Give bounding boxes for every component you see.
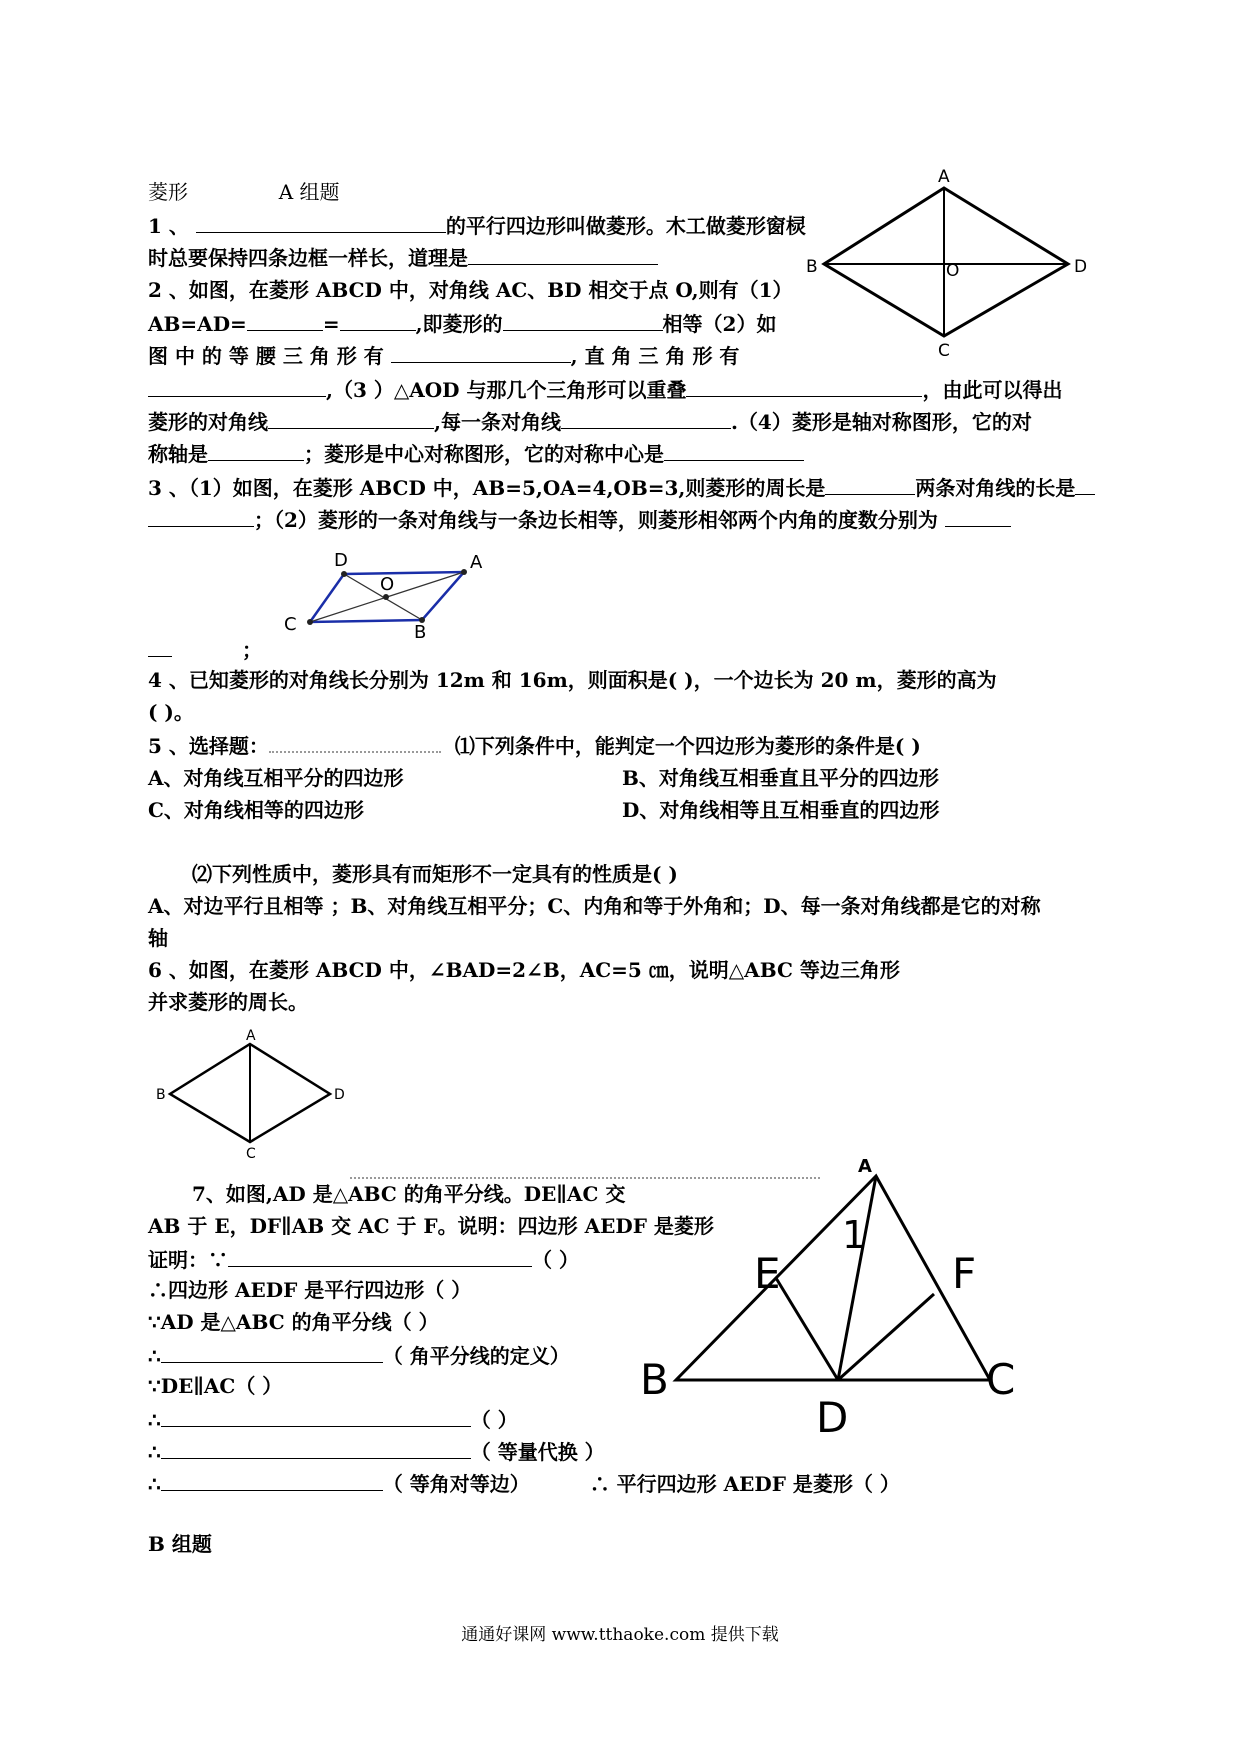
fig4-label-angle1: 1	[842, 1213, 867, 1257]
q2-line3: 图 中 的 等 腰 三 角 形 有 , 直 角 三 角 形 有	[148, 344, 740, 368]
fig2-label-c: C	[284, 614, 297, 635]
q2-line4: ,（3 ）△AOD 与那几个三角形可以重叠 ，由此可以得出	[148, 376, 1062, 402]
q7-line7: ∵DE∥AC（ ）	[148, 1374, 283, 1398]
q7-line4: ∴四边形 AEDF 是平行四边形（ ）	[148, 1278, 472, 1302]
fig1-label-b: B	[806, 257, 818, 277]
q5-option-c: C、对角线相等的四边形	[148, 798, 364, 822]
topic-title: 菱形	[148, 180, 188, 204]
group-b-title: B 组题	[148, 1532, 212, 1556]
fig3-label-b: B	[156, 1087, 166, 1103]
q7-line2: AB 于 E，DF∥AB 交 AC 于 F。说明：四边形 AEDF 是菱形	[148, 1214, 714, 1238]
fig4-label-c: C	[986, 1355, 1016, 1404]
fig1-label-c: C	[938, 341, 950, 361]
fig3-label-a: A	[246, 1028, 256, 1044]
group-a-title: A 组题	[278, 180, 340, 204]
fig2-label-d: D	[334, 550, 348, 571]
fig4-label-e: E	[754, 1249, 781, 1298]
q3-line1: 3 、（1）如图，在菱形 ABCD 中，AB=5,OA=4,OB=3,则菱形的周长是 两条对角线的长是	[148, 474, 1095, 500]
q4-line1: 4 、已知菱形的对角线长分别为 12m 和 16m，则面积是( )，一个边长为 20 m，菱形的高为	[148, 668, 997, 692]
q1-line1: 1 、 的平行四边形叫做菱形。木工做菱形窗棂	[148, 214, 806, 238]
fig3-label-c: C	[246, 1146, 256, 1162]
q5-option-d: D、对角线相等且互相垂直的四边形	[622, 798, 940, 822]
fig4-label-b: B	[640, 1355, 669, 1404]
fig1-label-o: O	[946, 261, 960, 281]
q2-line6: 称轴是 ；菱形是中心对称图形，它的对称中心是	[148, 440, 804, 466]
fig4-label-d: D	[816, 1393, 849, 1442]
footer: 通通好课网 www.tthaoke.com 提供下载	[461, 1625, 779, 1645]
q5-part2-options: A、对边平行且相等 ；B、对角线互相平分；C、内角和等于外角和；D、每一条对角线都是它的对称	[148, 894, 1041, 918]
fig2-label-o: O	[380, 574, 395, 595]
q6-line2: 并求菱形的周长。	[148, 990, 308, 1014]
fig2-label-b: B	[414, 622, 427, 643]
q7-line10: ∴ （ 等角对等边） ∴ 平行四边形 AEDF 是菱形（ ）	[148, 1472, 900, 1496]
fig4-triangle	[676, 1176, 990, 1380]
q7-line9: ∴ （ 等量代换 ）	[148, 1440, 605, 1464]
fig3-label-d: D	[334, 1087, 345, 1103]
q6-line1: 6 、如图，在菱形 ABCD 中，∠BAD=2∠B，AC=5 ㎝，说明△ABC 等边三角形	[148, 958, 900, 982]
fig2-label-a: A	[470, 552, 483, 573]
fig1-label-d: D	[1074, 257, 1088, 277]
q5-part2-cont: 轴	[148, 926, 168, 950]
q4-line2: ( )。	[148, 700, 194, 724]
q3-line3: ；	[148, 636, 262, 662]
q7-line8: ∴ （ ）	[148, 1408, 518, 1432]
q2-line2: AB=AD= = ,即菱形的 相等（2）如	[148, 312, 777, 336]
q5-line1: 5 、选择题： ⑴下列条件中，能判定一个四边形为菱形的条件是( )	[148, 734, 921, 758]
q5-option-a: A、对角线互相平分的四边形	[148, 766, 404, 790]
fig4-label-a: A	[858, 1156, 872, 1177]
q7-line6: ∴ （ 角平分线的定义）	[148, 1344, 570, 1368]
q3-line2: ；（2）菱形的一条对角线与一条边长相等，则菱形相邻两个内角的度数分别为	[148, 506, 1011, 532]
q5-part2: ⑵下列性质中，菱形具有而矩形不一定具有的性质是( )	[192, 862, 678, 886]
q2-line5: 菱形的对角线 ,每一条对角线 .（4）菱形是轴对称图形，它的对	[148, 410, 1032, 434]
fig1-label-a: A	[938, 167, 950, 187]
q7-line1: 7、如图,AD 是△ABC 的角平分线。DE∥AC 交	[192, 1182, 626, 1206]
q1-line2: 时总要保持四条边框一样长，道理是	[148, 244, 658, 270]
q2-line1: 2 、如图，在菱形 ABCD 中，对角线 AC、BD 相交于点 O,则有（1）	[148, 278, 793, 302]
q7-line3: 证明：∵ （ ）	[148, 1248, 579, 1272]
q5-option-b: B、对角线互相垂直且平分的四边形	[622, 766, 939, 790]
fig4-label-f: F	[952, 1249, 977, 1298]
q7-line5: ∵AD 是△ABC 的角平分线（ ）	[148, 1310, 439, 1334]
fig3-rhombus	[170, 1044, 330, 1142]
